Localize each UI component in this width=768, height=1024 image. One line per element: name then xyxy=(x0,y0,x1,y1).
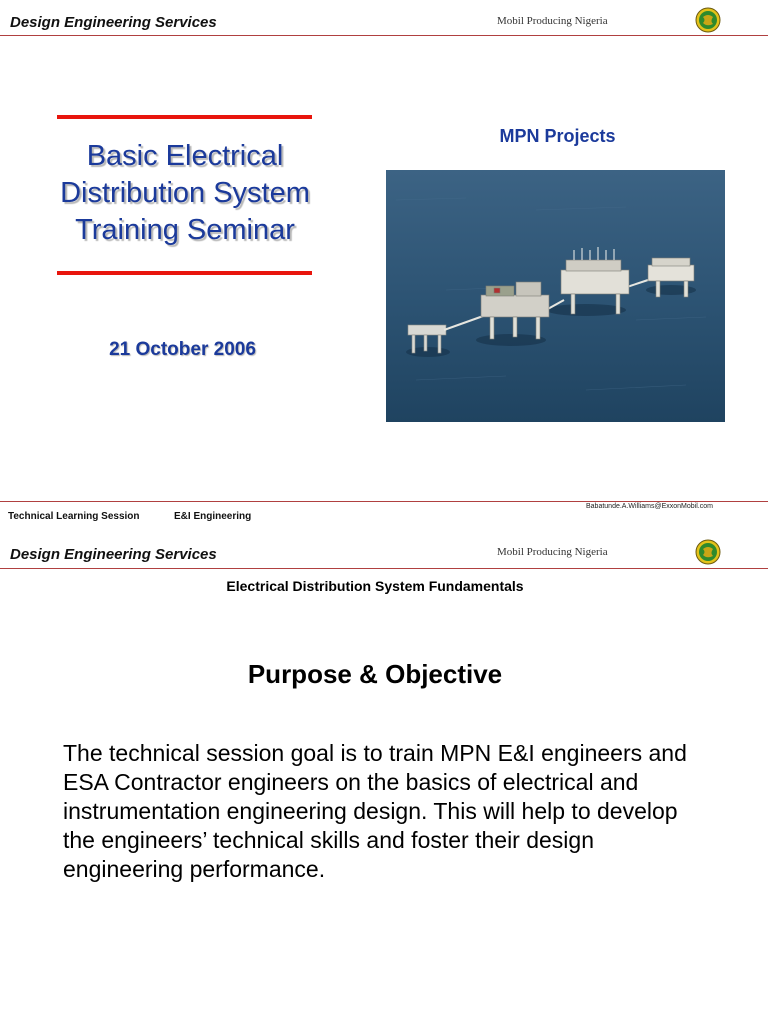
seminar-date: 21 October 2006 xyxy=(109,339,256,360)
header-title: Design Engineering Services xyxy=(10,546,217,563)
seminar-title-line-1: Basic Electrical xyxy=(86,140,284,172)
footer-department: E&I Engineering xyxy=(174,511,252,522)
header-rule xyxy=(0,568,768,569)
header-title: Design Engineering Services xyxy=(10,14,217,31)
body-line-3: instrumentation engineering design. This will help to develop xyxy=(63,798,678,824)
offshore-platform-photo-icon xyxy=(386,170,725,422)
seminar-title-line-2: Distribution System xyxy=(60,177,310,209)
body-line-4: the engineers’ technical skills and foster their design xyxy=(63,827,594,853)
body-line-5: engineering performance. xyxy=(63,856,326,882)
mobil-globe-logo-icon xyxy=(695,7,721,33)
mobil-globe-logo-icon xyxy=(695,539,721,565)
header-company: Mobil Producing Nigeria xyxy=(497,15,608,27)
footer-email: Babatunde.A.Williams@ExxonMobil.com xyxy=(586,503,713,510)
seminar-title-line-3: Training Seminar xyxy=(75,214,295,246)
seminar-title xyxy=(30,138,340,249)
slide-subtitle: Electrical Distribution System Fundamentals xyxy=(226,578,524,594)
image-caption: MPN Projects xyxy=(499,126,616,146)
body-paragraph xyxy=(63,739,743,884)
title-bar-bottom xyxy=(57,271,312,275)
footer-session: Technical Learning Session xyxy=(8,511,140,522)
header-rule xyxy=(0,35,768,36)
footer-rule xyxy=(0,501,768,502)
section-heading: Purpose & Objective xyxy=(247,659,503,689)
header-company: Mobil Producing Nigeria xyxy=(497,546,608,558)
body-line-2: ESA Contractor engineers on the basics of electrical and xyxy=(63,769,639,795)
title-bar-top xyxy=(57,115,312,119)
body-line-1: The technical session goal is to train MPN E&I engineers and xyxy=(63,740,687,766)
slide-2 xyxy=(0,530,768,1024)
